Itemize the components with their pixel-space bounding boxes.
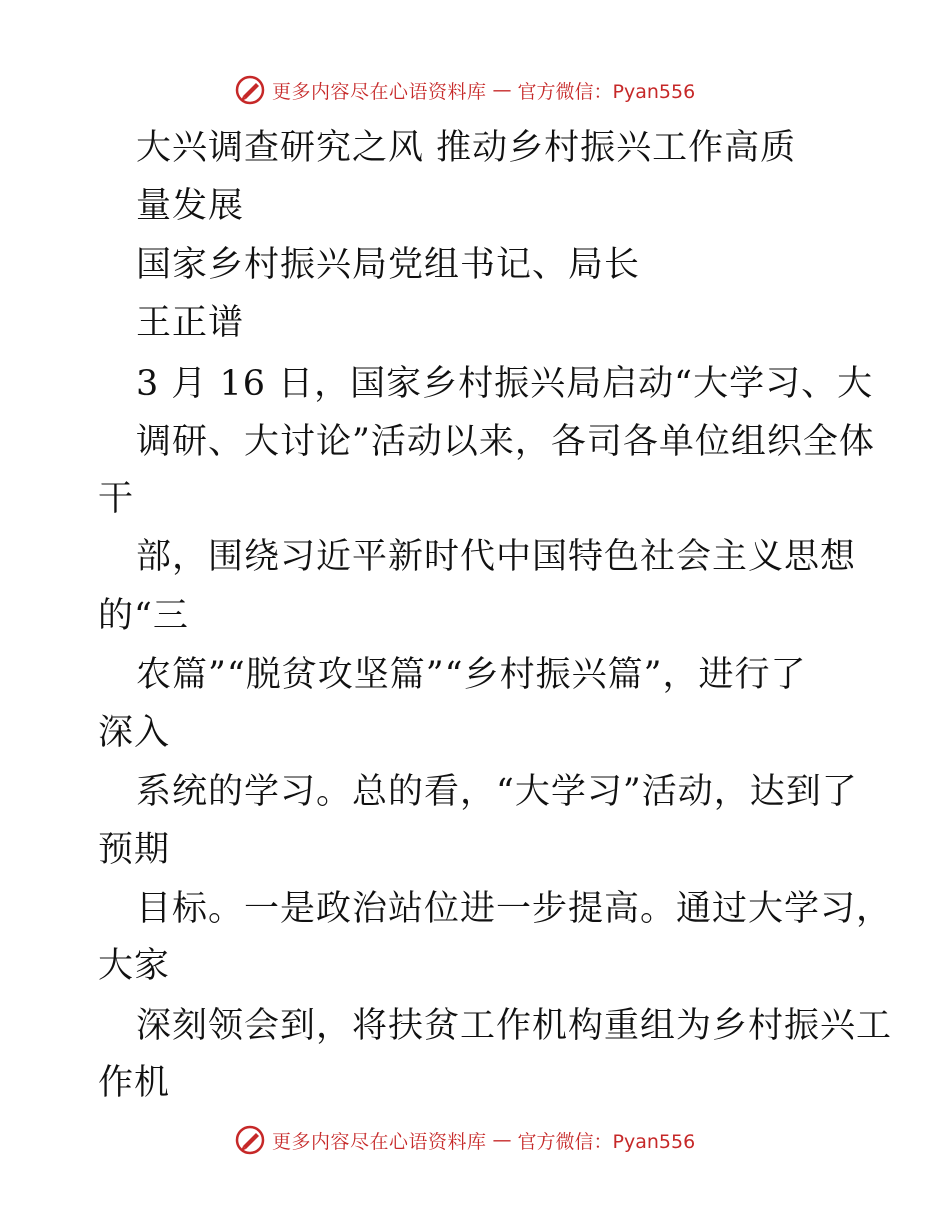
body-line: 农篇”“脱贫攻坚篇”“乡村振兴篇”，进行了 [136,655,807,695]
watermark-contact: 官方微信：Pyan556 [517,80,696,103]
body-line: 干 [98,479,135,519]
body-line: 深入 [98,713,171,753]
body-line: 深刻领会到，将扶贫工作机构重组为乡村振兴工 [136,1006,893,1046]
author-name: 王正谱 [136,303,245,343]
body-line: 目标。一是政治站位进一步提高。通过大学习， [136,889,893,929]
body-line: 调研、大讨论”活动以来，各司各单位组织全体 [136,422,875,462]
watermark-text: 更多内容尽在心语资料库 [272,1130,487,1153]
watermark-banner-bottom [234,1123,695,1157]
title-line-2: 量发展 [136,186,245,226]
body-line: 的“三 [98,596,189,636]
watermark-contact: 官方微信：Pyan556 [517,1130,696,1153]
body-line: 作机 [98,1063,171,1103]
body-line: 3 月 16 日，国家乡村振兴局启动“大学习、大 [136,364,874,404]
author-title: 国家乡村振兴局党组书记、局长 [136,245,641,285]
body-line: 部，围绕习近平新时代中国特色社会主义思想 [136,537,857,577]
body-line: 系统的学习。总的看，“大学习”活动，达到了 [136,772,858,812]
title-line-1: 大兴调查研究之风 推动乡村振兴工作高质 [136,128,797,168]
body-line: 预期 [98,830,171,870]
watermark-separator: — [492,1129,512,1151]
body-line: 大家 [98,946,171,986]
watermark-text: 更多内容尽在心语资料库 [272,80,487,103]
watermark-separator: — [492,79,512,101]
logo-icon [234,1124,266,1156]
